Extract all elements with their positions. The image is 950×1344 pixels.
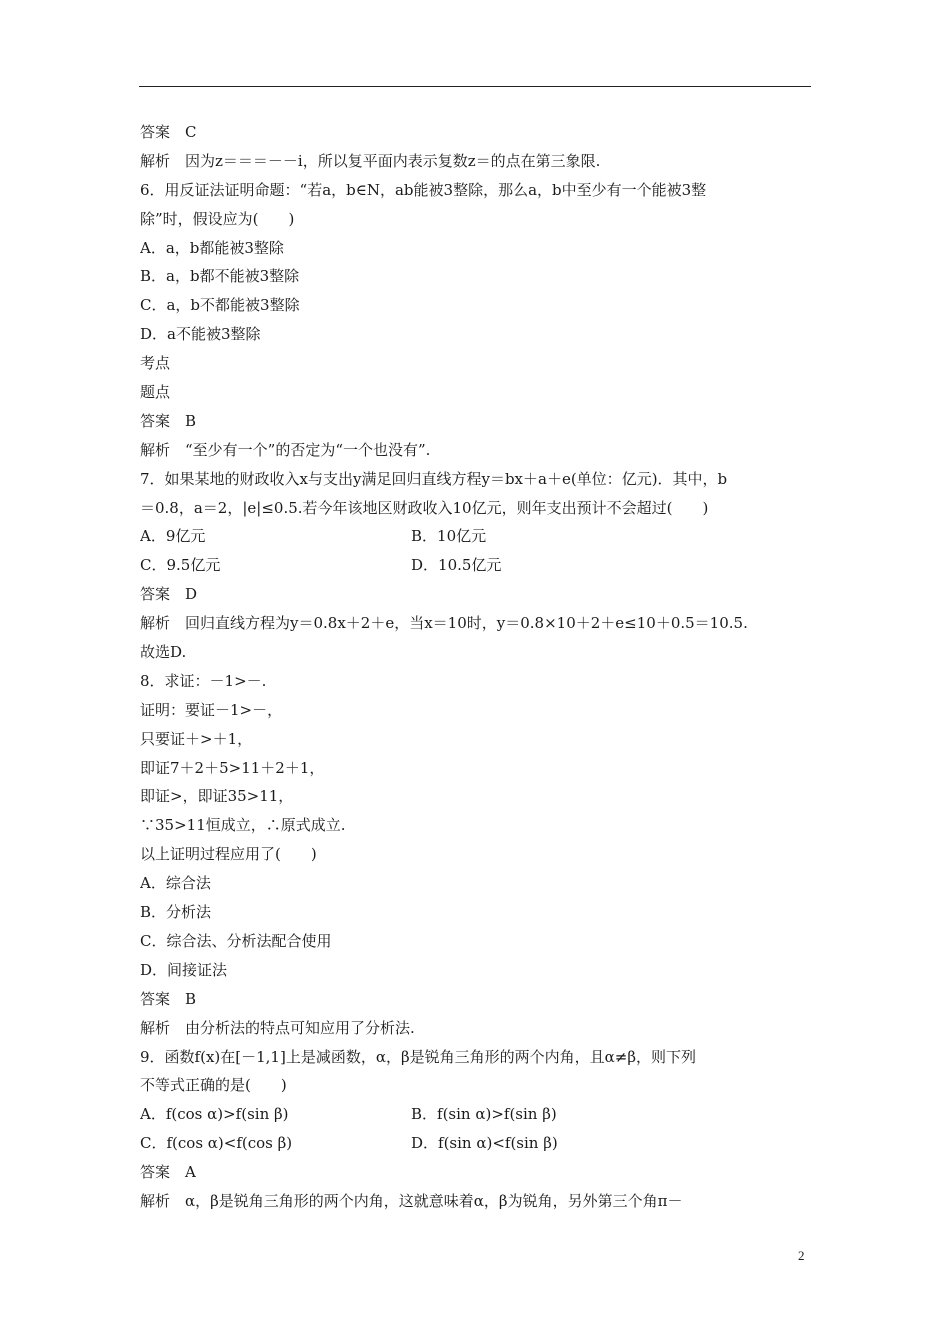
proof-line: ∵35>11恒成立，∴原式成立.: [140, 816, 346, 835]
question-7-options-row-1: [140, 522, 812, 551]
answer-line: 答案 D: [140, 585, 198, 604]
question-8-option-d: D．间接证法: [140, 960, 228, 979]
proof-line: 证明：要证－1>－，: [140, 700, 283, 719]
question-point-label: 题点: [140, 383, 171, 402]
header-rule: [139, 86, 811, 87]
question-7-line-1: 7．如果某地的财政收入x与支出y满足回归直线方程y＝bx＋a＋e(单位：亿元)．其中，b: [140, 469, 728, 488]
explanation-line: 解析 α，β是锐角三角形的两个内角，这就意味着α，β为锐角，另外第三个角π－: [140, 1191, 683, 1210]
question-7-options-row-2: [140, 551, 812, 580]
question-8-option-c: C．综合法、分析法配合使用: [140, 931, 332, 950]
question-9-option-b: B．f(sin α)>f(sin β): [411, 1105, 557, 1124]
question-9-line-1: 9．函数f(x)在[－1,1]上是减函数，α，β是锐角三角形的两个内角，且α≠β，则下列: [140, 1047, 696, 1066]
question-6-option-c: C．a，b不都能被3整除: [140, 296, 300, 315]
question-7-option-a: A．9亿元: [140, 527, 206, 546]
explanation-line: 解析 因为z＝＝＝－－i，所以复平面内表示复数z＝的点在第三象限.: [140, 151, 601, 170]
explanation-line: 解析 由分析法的特点可知应用了分析法.: [140, 1018, 415, 1037]
answer-line: 答案 C: [140, 123, 197, 141]
document-body: [140, 118, 812, 1216]
answer-line: 答案 B: [140, 989, 197, 1008]
proof-line: 只要证＋>＋1，: [140, 729, 253, 748]
proof-line: 即证>，即证35>11，: [140, 787, 294, 806]
question-7-option-d: D．10.5亿元: [411, 556, 502, 575]
question-6-line-1: 6．用反证法证明命题：“若a，b∈N，ab能被3整除，那么a，b中至少有一个能被3整: [140, 180, 707, 199]
question-6-option-b: B．a，b都不能被3整除: [140, 267, 300, 286]
question-8-option-b: B．分析法: [140, 903, 212, 922]
question-9-options-row-2: [140, 1129, 812, 1158]
question-6-line-2: 除”时，假设应为( ): [140, 209, 295, 228]
question-6-option-d: D．a不能被3整除: [140, 325, 261, 344]
question-7-line-2: ＝0.8，a＝2，|e|≤0.5.若今年该地区财政收入10亿元，则年支出预计不会超过( ): [140, 498, 709, 517]
explanation-line: 解析 回归直线方程为y＝0.8x＋2＋e，当x＝10时，y＝0.8×10＋2＋e≤10＋0.5＝10.5.: [140, 614, 748, 633]
question-6-option-a: A．a，b都能被3整除: [140, 238, 284, 257]
answer-line: 答案 B: [140, 411, 197, 430]
explanation-line: 解析 “至少有一个”的否定为“一个也没有”.: [140, 440, 431, 459]
question-9-option-d: D．f(sin α)<f(sin β): [411, 1134, 558, 1153]
proof-line: 即证7＋2＋5>11＋2＋1，: [140, 758, 325, 777]
question-9-option-a: A．f(cos α)>f(sin β): [140, 1105, 289, 1124]
question-7-option-c: C．9.5亿元: [140, 556, 221, 575]
question-9-options-row-1: [140, 1100, 812, 1129]
question-8-line-2: 以上证明过程应用了( ): [140, 845, 317, 864]
explanation-line: 故选D.: [140, 643, 187, 662]
question-8-line-1: 8．求证：－1>－.: [140, 671, 267, 690]
question-7-option-b: B．10亿元: [411, 527, 487, 546]
question-8-option-a: A．综合法: [140, 874, 211, 893]
page-number: 2: [798, 1248, 805, 1263]
knowledge-point-label: 考点: [140, 354, 171, 373]
question-9-line-2: 不等式正确的是( ): [140, 1076, 287, 1095]
answer-line: 答案 A: [140, 1163, 196, 1182]
question-9-option-c: C．f(cos α)<f(cos β): [140, 1134, 293, 1153]
